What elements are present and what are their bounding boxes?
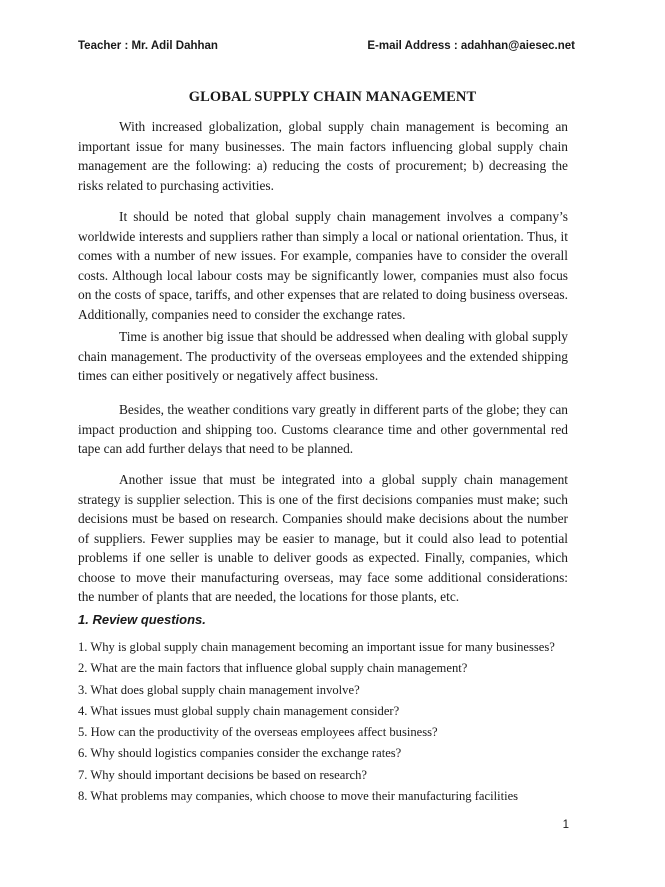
teacher-name: Teacher : Mr. Adil Dahhan bbox=[78, 40, 218, 52]
email-address: E-mail Address : adahhan@aiesec.net bbox=[367, 40, 575, 52]
document-title: GLOBAL SUPPLY CHAIN MANAGEMENT bbox=[188, 89, 477, 105]
question-item: 6. Why should logistics companies consider the exchange rates? bbox=[78, 746, 402, 761]
paragraph-5: Another issue that must be integrated into a global supply chain management strategy is supplier selection. This is one of the first decisions companies must make; such decisions must be based on research. Companies should make decisions about the number of suppliers. Fewer supplies may be easier to manage, but it could also lead to potential problems if one seller is unable to deliver goods as expected. Finally, companies, which choose to move their manufacturing overseas, may face some additional considerations: the number of plants that are needed, the locations for those plants, etc. bbox=[78, 472, 568, 604]
question-item: 2. What are the main factors that influence global supply chain management? bbox=[78, 661, 468, 676]
question-item: 1. Why is global supply chain management becoming an important issue for many businesses? bbox=[78, 640, 555, 654]
question-item: 8. What problems may companies, which choose to move their manufacturing facilities bbox=[78, 789, 519, 804]
paragraph-4: Besides, the weather conditions vary greatly in different parts of the globe; they can impact production and shipping too. Customs clearance time and other governmental red tape can add further delays that need to be planned. bbox=[78, 402, 568, 456]
review-questions-list bbox=[78, 637, 578, 807]
review-questions-heading: 1. Review questions. bbox=[78, 612, 206, 627]
question-item: 3. What does global supply chain management involve? bbox=[78, 682, 360, 697]
paragraph-1: With increased globalization, global supply chain management is becoming an important issue for many businesses. The main factors influencing global supply chain management are the following: a) reducing the costs of procurement; b) decreasing the risks related to purchasing activities. bbox=[78, 119, 568, 193]
page-number: 1 bbox=[562, 819, 569, 831]
question-item: 5. How can the productivity of the overseas employees affect business? bbox=[78, 725, 438, 740]
question-item: 7. Why should important decisions be based on research? bbox=[78, 767, 367, 782]
paragraph-3: Time is another big issue that should be addressed when dealing with global supply chain management. The productivity of the overseas employees and the extended shipping times can either positively or negatively affect business. bbox=[78, 329, 568, 383]
question-item: 4. What issues must global supply chain management consider? bbox=[78, 703, 400, 718]
paragraph-2: It should be noted that global supply chain management involves a company’s worldwide interests and suppliers rather than simply a local or national orientation. Thus, it comes with a number of new issues. For example, companies have to consider the overall costs. Although local labour costs may be significantly lower, companies must also focus on the costs of space, tariffs, and other expenses that are related to doing business overseas. Additionally, companies need to consider the exchange rates. bbox=[78, 209, 568, 322]
page-header bbox=[78, 40, 575, 56]
